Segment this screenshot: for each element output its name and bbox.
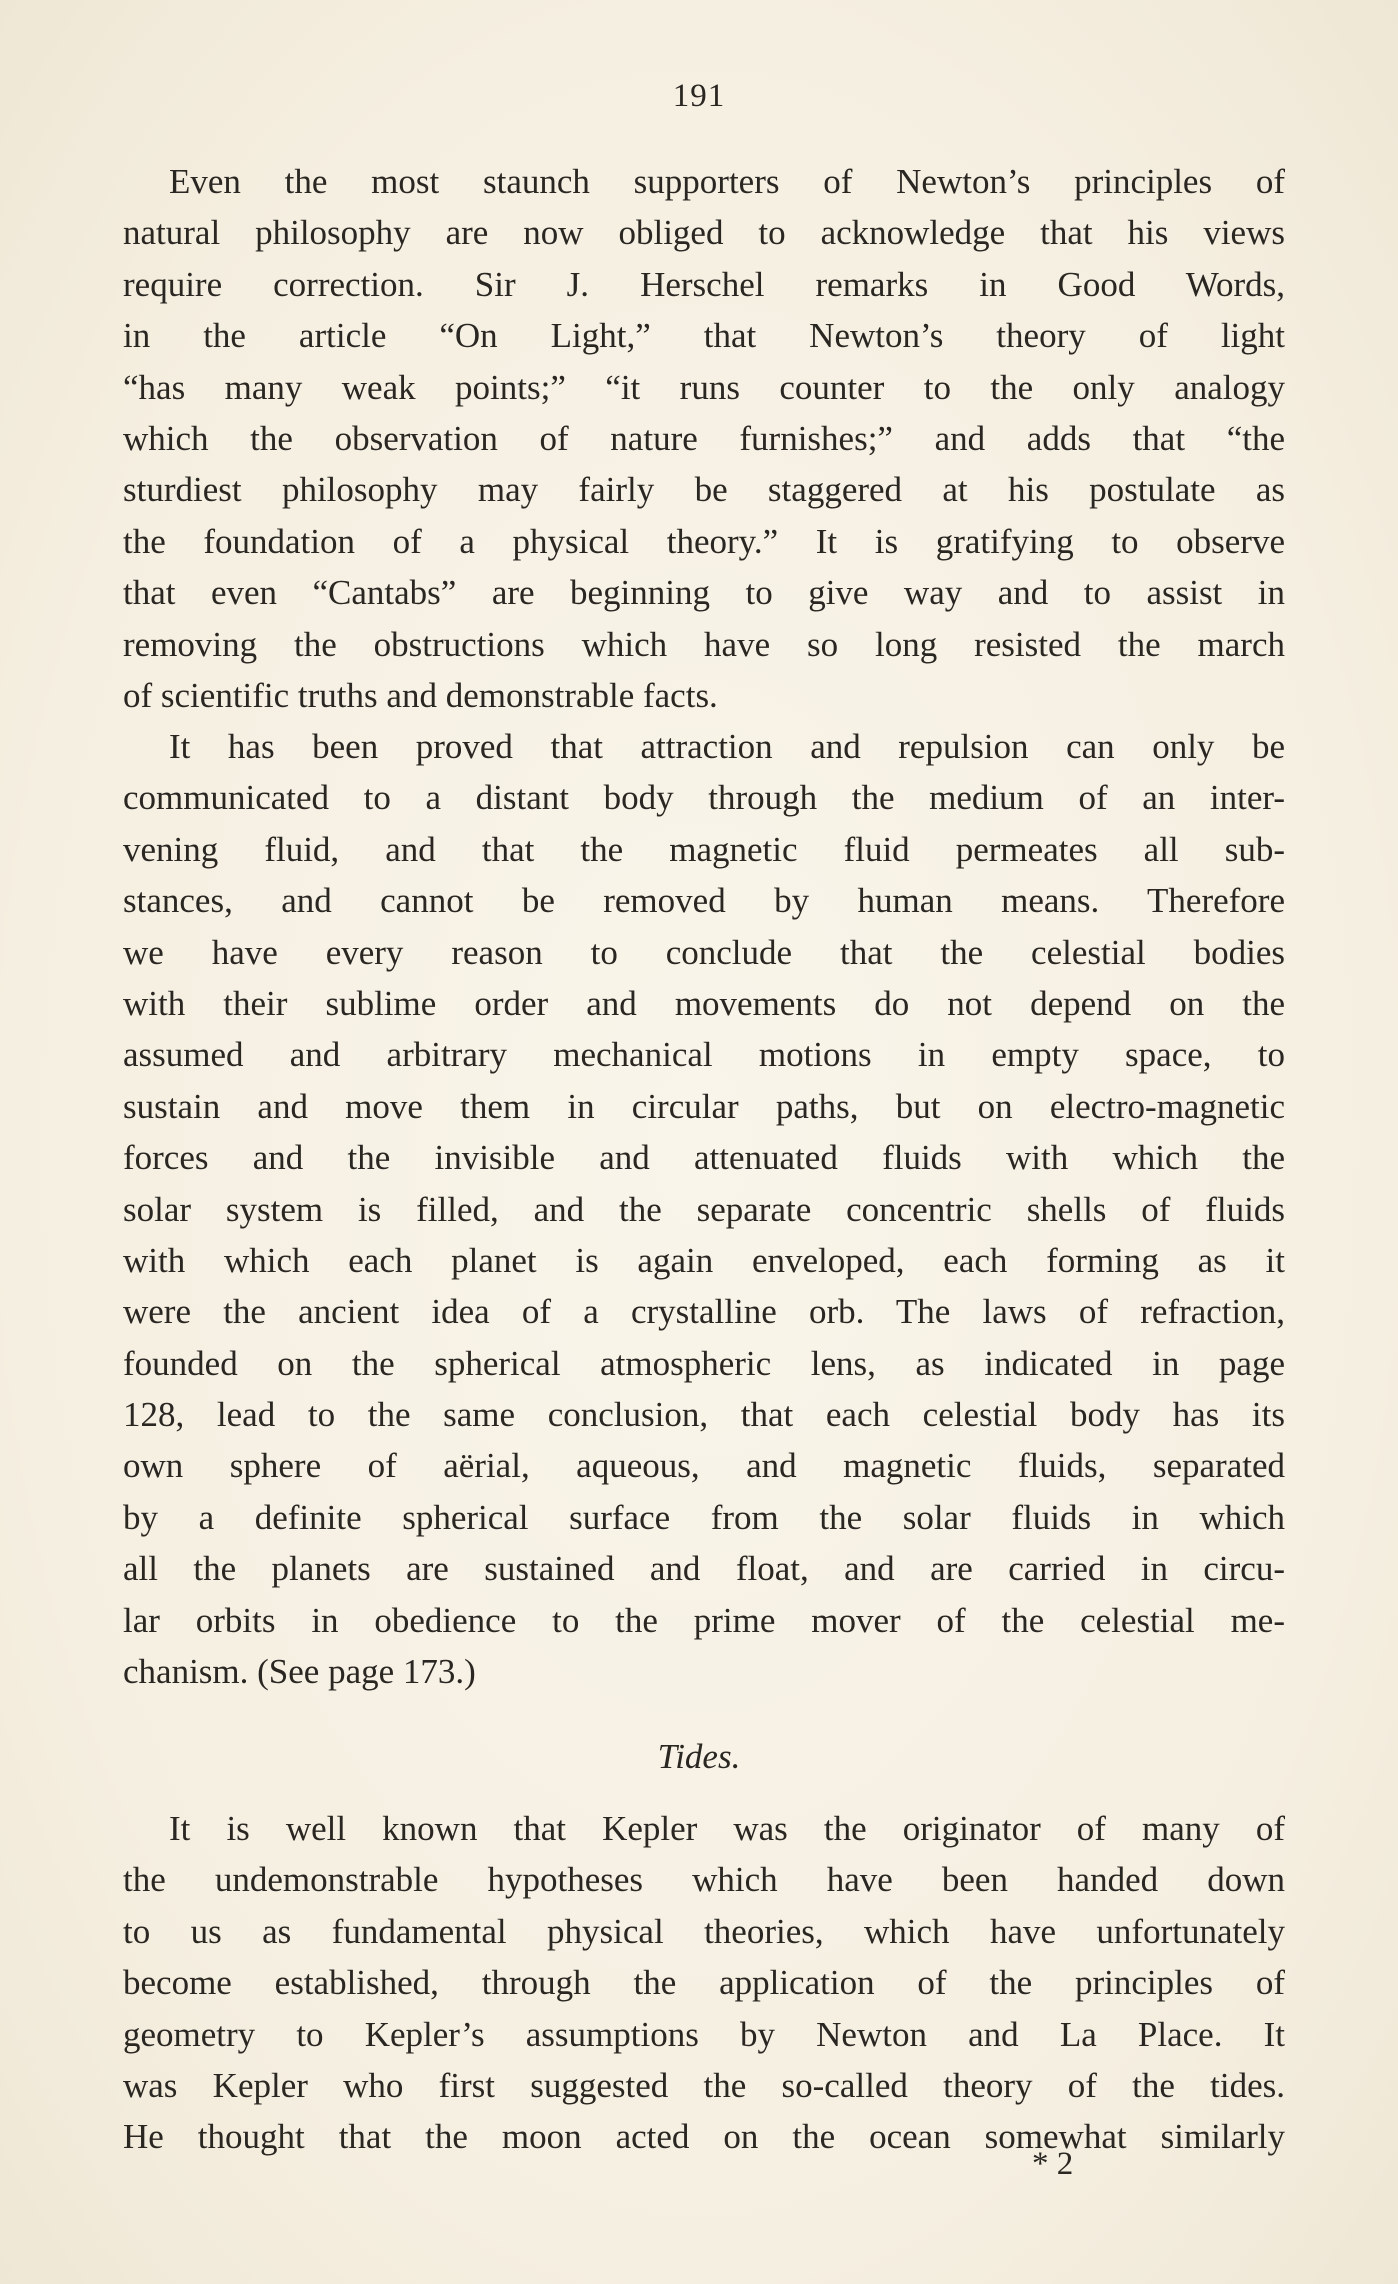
- text-line: founded on the spherical atmospheric lens, as indicated in page: [123, 1343, 1285, 1383]
- text-line: chanism. (See page 173.): [123, 1652, 476, 1692]
- text-line: removing the obstructions which have so long resisted the march: [123, 624, 1285, 664]
- text-line: we have every reason to conclude that the celestial bodies: [123, 932, 1285, 972]
- text-line: It is well known that Kepler was the originator of many of: [169, 1809, 1285, 1848]
- text-line: was Kepler who first suggested the so-called theory of the tides.: [123, 2065, 1285, 2105]
- text-line: Even the most staunch supporters of Newton’s principles of: [169, 162, 1285, 201]
- paragraph-newton-views: [123, 156, 1285, 721]
- text-line: geometry to Kepler’s assumptions by Newton and La Place. It: [123, 2014, 1285, 2054]
- text-line: the foundation of a physical theory.” It is gratifying to observe: [123, 521, 1285, 561]
- text-line: of scientific truths and demonstrable facts.: [123, 675, 718, 715]
- text-line: own sphere of aërial, aqueous, and magnetic fluids, separated: [123, 1446, 1285, 1486]
- signature-mark: * 2: [1032, 2146, 1074, 2182]
- text-line: in the article “On Light,” that Newton’s theory of light: [123, 316, 1285, 356]
- text-line: to us as fundamental physical theories, which have unfortunately: [123, 1911, 1285, 1951]
- text-line: sturdiest philosophy may fairly be staggered at his postulate as: [123, 470, 1285, 510]
- text-line: “has many weak points;” “it runs counter to the only analogy: [123, 367, 1285, 407]
- text-line: stances, and cannot be removed by human means. Therefore: [123, 881, 1285, 921]
- text-line: communicated to a distant body through the medium of an inter-: [123, 778, 1285, 818]
- text-line: with their sublime order and movements do not depend on the: [123, 983, 1285, 1023]
- page-number: 191: [672, 78, 726, 114]
- text-line: require correction. Sir J. Herschel remarks in Good Words,: [123, 264, 1285, 304]
- paragraph-kepler-tides: [123, 1803, 1285, 2163]
- text-line: lar orbits in obedience to the prime mover of the celestial me-: [123, 1600, 1285, 1640]
- text-line: solar system is filled, and the separate concentric shells of fluids: [123, 1189, 1285, 1229]
- text-line: by a definite spherical surface from the solar fluids in which: [123, 1497, 1285, 1537]
- text-line: were the ancient idea of a crystalline orb. The laws of refraction,: [123, 1292, 1285, 1332]
- text-line: which the observation of nature furnishes;” and adds that “the: [123, 418, 1285, 458]
- text-line: all the planets are sustained and float, and are carried in circu-: [123, 1549, 1285, 1589]
- text-line: forces and the invisible and attenuated fluids with which the: [123, 1138, 1285, 1178]
- text-line: become established, through the application of the principles of: [123, 1963, 1285, 2003]
- text-line: sustain and move them in circular paths, but on electro-magnetic: [123, 1086, 1285, 1126]
- text-line: It has been proved that attraction and repulsion can only be: [169, 727, 1285, 766]
- paragraph-fluids: [123, 721, 1285, 1697]
- text-line: with which each planet is again enveloped, each forming as it: [123, 1240, 1285, 1280]
- section-heading-tides: Tides.: [657, 1737, 741, 1776]
- text-line: the undemonstrable hypotheses which have been handed down: [123, 1860, 1285, 1900]
- text-line: that even “Cantabs” are beginning to give way and to assist in: [123, 573, 1285, 613]
- text-line: natural philosophy are now obliged to acknowledge that his views: [123, 213, 1285, 253]
- text-line: vening fluid, and that the magnetic fluid permeates all sub-: [123, 829, 1285, 869]
- text-line: He thought that the moon acted on the ocean somewhat similarly: [123, 2117, 1285, 2157]
- text-line: assumed and arbitrary mechanical motions in empty space, to: [123, 1035, 1285, 1075]
- text-line: 128, lead to the same conclusion, that each celestial body has its: [123, 1395, 1285, 1435]
